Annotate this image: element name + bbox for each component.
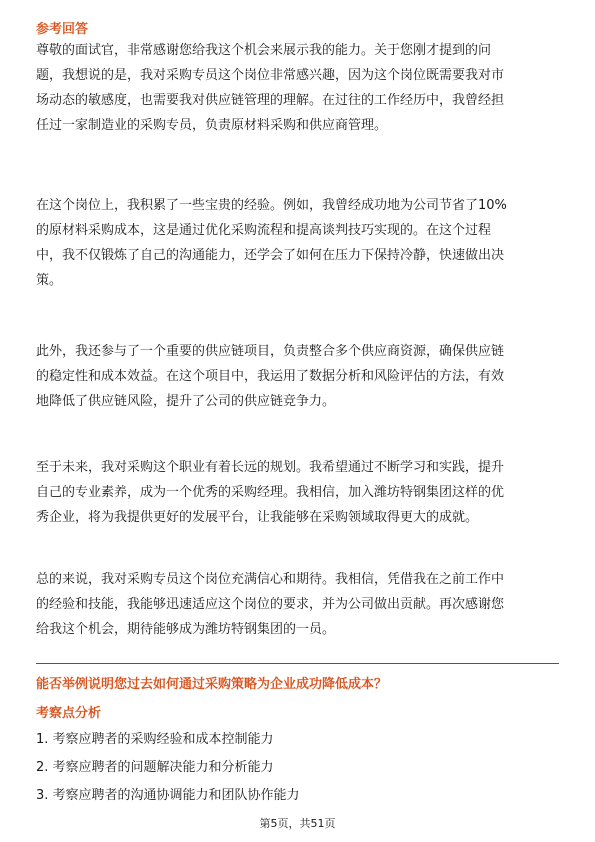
paragraph-line: 场动态的敏感度，也需要我对供应链管理的理解。在过往的工作经历中，我曾经担 (36, 93, 505, 108)
answer-paragraph-1 (36, 38, 562, 138)
paragraph-line: 此外，我还参与了一个重要的供应链项目，负责整合多个供应商资源，确保供应链 (36, 344, 505, 359)
analysis-point-2: 2. 考察应聘者的问题解决能力和分析能力 (36, 760, 274, 775)
paragraph-line: 秀企业，将为我提供更好的发展平台，让我能够在采购领域取得更大的成就。 (36, 510, 479, 525)
answer-paragraph-5 (36, 567, 562, 642)
paragraph-line: 给我这个机会，期待能够成为潍坊特钢集团的一员。 (36, 622, 336, 637)
paragraph-line: 至于未来，我对采购这个职业有着长远的规划。我希望通过不断学习和实践，提升 (36, 460, 505, 475)
paragraph-line: 中，我不仅锻炼了自己的沟通能力，还学会了如何在压力下保持冷静，快速做出决 (36, 248, 505, 263)
paragraph-line: 尊敬的面试官，非常感谢您给我这个机会来展示我的能力。关于您刚才提到的问 (36, 43, 492, 58)
paragraph-line: 题，我想说的是，我对采购专员这个岗位非常感兴趣，因为这个岗位既需要我对市 (36, 68, 505, 83)
paragraph-line: 策。 (36, 273, 63, 288)
section-divider (36, 663, 559, 664)
paragraph-line: 任过一家制造业的采购专员，负责原材料采购和供应商管理。 (36, 118, 388, 133)
paragraph-line: 总的来说，我对采购专员这个岗位充满信心和期待。我相信，凭借我在之前工作中 (36, 572, 505, 587)
answer-paragraph-4 (36, 455, 562, 530)
paragraph-line: 在这个岗位上，我积累了一些宝贵的经验。例如，我曾经成功地为公司节省了10% (36, 198, 507, 213)
analysis-heading: 考察点分析 (36, 706, 102, 721)
answer-paragraph-2 (36, 193, 562, 293)
paragraph-line: 的原材料采购成本，这是通过优化采购流程和提高谈判技巧实现的。在这个过程 (36, 223, 492, 238)
paragraph-line: 地降低了供应链风险，提升了公司的供应链竞争力。 (36, 394, 336, 409)
paragraph-line: 自己的专业素养，成为一个优秀的采购经理。我相信，加入潍坊特钢集团这样的优 (36, 485, 505, 500)
answer-heading: 参考回答 (36, 22, 89, 37)
page-number: 第5页，共51页 (259, 817, 336, 830)
paragraph-line: 的稳定性和成本效益。在这个项目中，我运用了数据分析和风险评估的方法，有效 (36, 369, 505, 384)
analysis-point-1: 1. 考察应聘者的采购经验和成本控制能力 (36, 732, 274, 747)
analysis-point-3: 3. 考察应聘者的沟通协调能力和团队协作能力 (36, 788, 300, 803)
interview-question: 能否举例说明您过去如何通过采购策略为企业成功降低成本？ (36, 677, 388, 692)
paragraph-line: 的经验和技能，我能够迅速适应这个岗位的要求，并为公司做出贡献。再次感谢您 (36, 597, 505, 612)
answer-paragraph-3 (36, 339, 562, 414)
